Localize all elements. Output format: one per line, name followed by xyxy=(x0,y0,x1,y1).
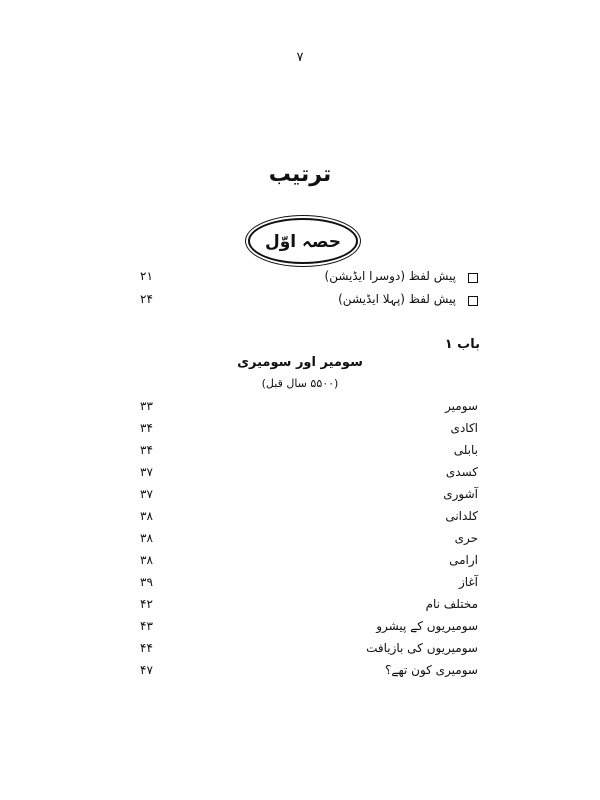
toc-entry-label: مختلف نام xyxy=(425,597,478,611)
toc-entry-page: ۳۷ xyxy=(140,487,153,501)
toc-entry-page: ۳۳ xyxy=(140,399,153,413)
toc-entry-page: ۳۸ xyxy=(140,531,153,545)
toc-entry-label: بابلی xyxy=(453,443,478,457)
toc-entry[interactable] xyxy=(140,443,478,463)
toc-entry-label: سومیریوں کے پیشرو xyxy=(376,619,478,633)
toc-entry-page: ۴۲ xyxy=(140,597,153,611)
toc-entry[interactable] xyxy=(140,663,478,683)
toc-entry-label: سومیریوں کی بازیافت xyxy=(366,641,478,655)
chapter-title: سومیر اور سومیری xyxy=(237,355,363,370)
toc-entry[interactable] xyxy=(140,575,478,595)
toc-entry[interactable] xyxy=(140,531,478,551)
toc-preface-row[interactable] xyxy=(140,292,478,312)
toc-entry-page: ۳۴ xyxy=(140,443,153,457)
toc-entry-page: ۳۸ xyxy=(140,509,153,523)
toc-entry-page: ۲۴ xyxy=(140,292,153,306)
toc-entry-page: ۴۴ xyxy=(140,641,153,655)
page-number: ۷ xyxy=(296,50,304,65)
toc-entry-label: آغاز xyxy=(458,575,478,589)
toc-entry-page: ۳۸ xyxy=(140,553,153,567)
toc-entry[interactable] xyxy=(140,421,478,441)
toc-entry-label: پیش لفظ (دوسرا ایڈیشن) xyxy=(324,269,456,283)
toc-entry-label: آشوری xyxy=(443,487,478,501)
toc-entry[interactable] xyxy=(140,487,478,507)
toc-entry-label: سومیری کون تھے؟ xyxy=(385,663,478,677)
toc-entry-label: اکادی xyxy=(450,421,478,435)
toc-entry-label: کسدی xyxy=(445,465,478,479)
toc-entry-label: سومیر xyxy=(445,399,478,413)
toc-entry-label: حری xyxy=(454,531,478,545)
toc-preface-row[interactable] xyxy=(140,269,478,289)
toc-entry-page: ۴۳ xyxy=(140,619,153,633)
toc-entry[interactable] xyxy=(140,465,478,485)
toc-entry-label: ارامی xyxy=(449,553,478,567)
toc-entry[interactable] xyxy=(140,641,478,661)
toc-entry-label: پیش لفظ (پہلا ایڈیشن) xyxy=(338,292,456,306)
toc-entry-page: ۳۷ xyxy=(140,465,153,479)
toc-entry[interactable] xyxy=(140,597,478,617)
toc-entry[interactable] xyxy=(140,509,478,529)
toc-entry[interactable] xyxy=(140,399,478,419)
chapter-label: باب ۱ xyxy=(444,337,480,352)
page-title: ترتیب xyxy=(268,162,332,187)
toc-entry-page: ۳۴ xyxy=(140,421,153,435)
toc-entry-page: ۳۹ xyxy=(140,575,153,589)
toc-entry-label: کلدانی xyxy=(445,509,478,523)
checkbox-bullet-icon xyxy=(468,296,478,306)
toc-entry-page: ۴۷ xyxy=(140,663,153,677)
toc-entry[interactable] xyxy=(140,619,478,639)
part-heading-oval xyxy=(248,218,358,264)
part-heading-label: حصہ اوّل xyxy=(264,231,342,252)
checkbox-bullet-icon xyxy=(468,273,478,283)
toc-entry-page: ۲۱ xyxy=(140,269,153,283)
toc-entry[interactable] xyxy=(140,553,478,573)
chapter-subtitle: (۵۵۰۰ سال قبل) xyxy=(261,377,339,390)
